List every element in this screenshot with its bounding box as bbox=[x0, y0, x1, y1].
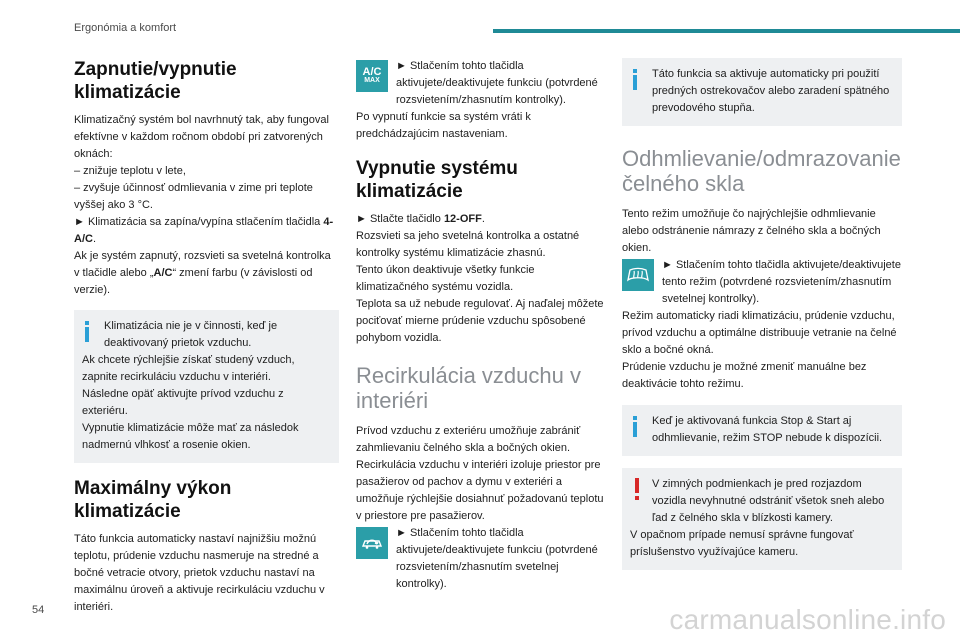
paragraph: Rozsvieti sa jeho svetelná kontrolka a ostatné kontrolky systému klimatizácie zhasnú. bbox=[356, 230, 580, 259]
paragraph: Teplota sa už nebude regulovať. Aj naďalej môžete pociťovať mierne prúdenie vzduchu spôsobené pohybom vozidla. bbox=[356, 298, 604, 344]
section-heading-max-ac: Maximálny výkon klimatizácie bbox=[74, 478, 232, 522]
column-1 bbox=[74, 58, 339, 616]
warning-icon bbox=[633, 478, 641, 502]
info-text: Klimatizácia nie je v činnosti, keď je deaktivovaný prietok vzduchu. bbox=[104, 320, 278, 349]
warning-text: V zimných podmienkach je pred rozjazdom vozidla nevyhnutné odstrániť všetok sneh alebo ľad z čelného skla v blízkosti kamery. bbox=[652, 478, 885, 524]
column-3 bbox=[622, 58, 902, 570]
car-recirculation-glyph bbox=[360, 535, 384, 551]
paragraph: Tento úkon deaktivuje všetky funkcie klimatizačného systému vozidla. bbox=[356, 264, 535, 293]
paragraph: Režim automaticky riadi klimatizáciu, prúdenie vzduchu, prívod vzduchu a optimálne distribuuje vetranie na čelné sklo a bočné okná. bbox=[622, 310, 897, 356]
button-instruction bbox=[356, 525, 606, 593]
info-icon bbox=[631, 69, 639, 91]
warning-text: V opačnom prípade nemusí správne fungovať príslušenstvo využívajúce kameru. bbox=[630, 529, 854, 558]
info-text: Keď je aktivovaná funkcia Stop & Start aj odhmlievanie, režim STOP nebude k dispozícii. bbox=[652, 415, 883, 444]
info-text: Vypnutie klimatizácie môže mať za následok nadmernú vlhkosť a rosenie okien. bbox=[82, 422, 299, 451]
paragraph: – znižuje teplotu v lete, bbox=[74, 165, 186, 177]
info-text: Ak chcete rýchlejšie získať studený vzduch, zapnite recirkuláciu vzduchu v interiéri. bbox=[82, 354, 295, 383]
paragraph: Tento režim umožňuje čo najrýchlejšie odhmlievanie alebo odstránenie námrazy z čelného skla a bočných okien. bbox=[622, 208, 881, 254]
paragraph: ► Stlačením tohto tlačidla aktivujete/deaktivujete funkciu (potvrdené rozsvietením/zhasnutím kontrolky). bbox=[396, 60, 598, 106]
paragraph: ► Klimatizácia sa zapína/vypína stlačením tlačidla 4-A/C. bbox=[74, 216, 334, 245]
info-icon bbox=[83, 321, 91, 343]
paragraph: Ak je systém zapnutý, rozsvieti sa svetelná kontrolka v tlačidle alebo „A/C“ zmení farbu (v závislosti od verzie). bbox=[74, 250, 331, 296]
info-box bbox=[74, 310, 339, 463]
paragraph: Prúdenie vzduchu je možné zmeniť manuálne bez deaktivácie tohto režimu. bbox=[622, 361, 867, 390]
paragraph: ► Stlačením tohto tlačidla aktivujete/deaktivujete funkciu (potvrdené rozsvietením/zhasnutím svetelnej kontrolky). bbox=[396, 527, 598, 590]
paragraph: Po vypnutí funkcie sa systém vráti k predchádzajúcim nastaveniam. bbox=[356, 111, 531, 140]
button-ref: A/C bbox=[153, 267, 173, 279]
page-header-title: Ergonómia a komfort bbox=[74, 22, 177, 34]
defrost-glyph bbox=[626, 266, 650, 284]
section-heading-ac-off: Vypnutie systému klimatizácie bbox=[356, 158, 518, 202]
section-heading-defrost: Odhmlievanie/odmrazovanie čelného skla bbox=[622, 146, 901, 196]
section-heading-ac-on-off: Zapnutie/vypnutie klimatizácie bbox=[74, 59, 237, 103]
paragraph: ► Stlačte tlačidlo 12-OFF. bbox=[356, 213, 485, 225]
info-icon bbox=[631, 416, 639, 438]
watermark: carmanualsonline.info bbox=[669, 604, 946, 635]
column-2 bbox=[356, 58, 606, 593]
info-text: Táto funkcia sa aktivuje automaticky pri použití predných ostrekovačov alebo zaradení spätného prevodového stupňa. bbox=[652, 68, 890, 114]
paragraph: Táto funkcia automaticky nastaví najnižšiu možnú teplotu, prúdenie vzduchu nasmeruje na stredné a bočné vetracie otvory, prietok vzduchu nastaví na maximálnu úroveň a aktivuje recirkuláciu vzduchu v interiéri. bbox=[74, 533, 325, 613]
windscreen-defrost-icon bbox=[622, 259, 654, 291]
info-box bbox=[622, 405, 902, 456]
button-ref: 4-A/C bbox=[74, 216, 334, 245]
paragraph: ► Stlačením tohto tlačidla aktivujete/deaktivujete tento režim (potvrdené rozsvietením/zhasnutím svetelnej kontrolky). bbox=[662, 259, 901, 305]
header-accent-bar bbox=[493, 29, 960, 33]
info-box bbox=[622, 58, 902, 126]
paragraph: Klimatizačný systém bol navrhnutý tak, aby fungoval efektívne v každom ročnom období pri zatvorených oknách: bbox=[74, 114, 329, 160]
recirculation-icon bbox=[356, 527, 388, 559]
section-heading-recirculation: Recirkulácia vzduchu v interiéri bbox=[356, 363, 581, 413]
button-ref: 12-OFF bbox=[443, 213, 482, 225]
warning-box bbox=[622, 468, 902, 570]
page-number: 54 bbox=[32, 604, 45, 616]
paragraph: – zvyšuje účinnosť odmlievania v zime pri teplote vyššej ako 3 °C. bbox=[74, 182, 313, 211]
button-instruction bbox=[356, 58, 606, 109]
paragraph: Prívod vzduchu z exteriéru umožňuje zabrániť zahmlievaniu čelného skla a bočných okien. Recirkulácia vzduchu v interiéri izoluje priestor pre pasažierov od pachov a dymu v exteriéri a umožňuje rýchlejšie dosiahnuť požadovanú teplotu v priestore pre pasažierov. bbox=[356, 425, 604, 522]
info-text: Následne opäť aktivujte prívod vzduchu z exteriéru. bbox=[82, 388, 284, 417]
ac-max-icon: A/C MAX bbox=[356, 60, 388, 92]
button-instruction bbox=[622, 257, 902, 308]
